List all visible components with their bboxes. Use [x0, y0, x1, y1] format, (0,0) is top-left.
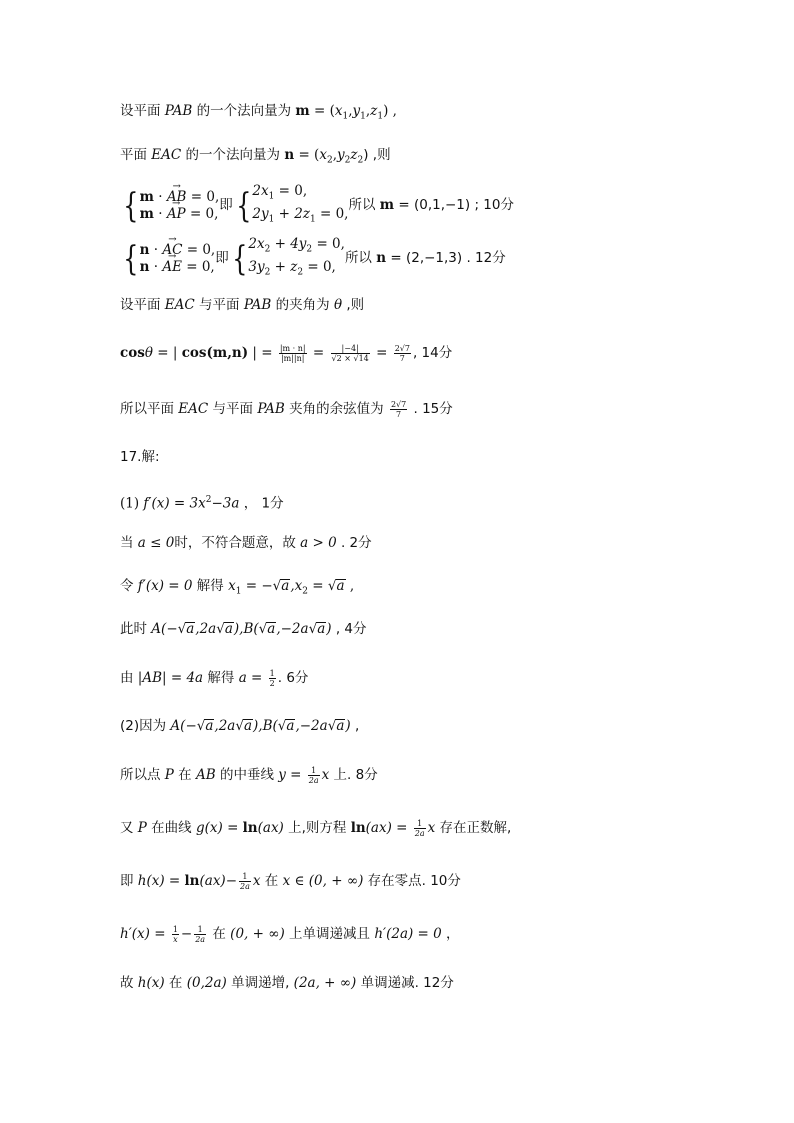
var: z: [370, 103, 378, 119]
result-text: = (2,−1,3) . 12分: [386, 250, 506, 267]
fraction: [194, 925, 206, 944]
expr: + z: [270, 258, 298, 275]
text: 所以点: [120, 767, 165, 783]
curve-equation-line: [120, 818, 511, 838]
text: = 0,: [312, 236, 345, 252]
text: 所以平面: [120, 401, 179, 417]
vector-n: n: [376, 250, 387, 267]
system-right: [252, 183, 348, 228]
expr: a ≤ 0: [137, 535, 175, 551]
radical-sign: √: [177, 621, 187, 637]
plane-name: PAB: [257, 401, 285, 417]
interval: (0, + ∞): [230, 926, 285, 942]
text: 故: [120, 975, 138, 991]
radicand: a: [336, 718, 345, 734]
ln: ln: [184, 873, 200, 889]
text: 存在正数解,: [435, 820, 512, 836]
fraction: [279, 344, 307, 363]
subscript: 1: [268, 214, 275, 225]
text: . 15分: [409, 401, 453, 417]
expr: x ∈ (0, + ∞): [282, 873, 364, 889]
text: 上单调递减且: [284, 926, 375, 942]
expr: 2x: [248, 236, 265, 252]
expr: a > 0: [300, 535, 337, 551]
numerator: 1: [269, 669, 275, 678]
theta: θ: [144, 345, 153, 361]
subscript: 2: [357, 155, 364, 166]
expr: f′(x) = 0: [137, 578, 193, 594]
text: 的夹角为: [271, 297, 334, 313]
text: = 0,: [315, 205, 349, 222]
fraction: [172, 925, 179, 944]
denominator: √2 × √14: [331, 354, 369, 363]
numerator: |m · n|: [279, 344, 306, 353]
denominator: 2: [269, 679, 275, 688]
text: 在: [260, 873, 283, 889]
denominator: 7: [399, 354, 405, 363]
subscript: 2: [326, 155, 333, 166]
var: y: [352, 103, 361, 119]
text: 解得: [192, 578, 229, 594]
plane-name: EAC: [178, 401, 209, 417]
text: 即: [219, 197, 233, 214]
expr: x: [252, 873, 261, 889]
expr: g(x) =: [195, 820, 243, 836]
text: =: [308, 345, 329, 361]
case-line: [120, 533, 372, 553]
derivative-line: [120, 490, 284, 514]
text: 时，不符合题意，故: [174, 535, 301, 551]
radical-sign: √: [308, 621, 318, 637]
expr: h′(2a) = 0: [374, 926, 442, 942]
expr: a =: [238, 670, 267, 686]
vector-m: m: [379, 197, 395, 214]
text: 即: [215, 250, 229, 267]
text: ,: [332, 147, 337, 163]
text: . 6分: [277, 670, 309, 686]
denominator: 7: [396, 410, 402, 419]
text: = 0,: [186, 188, 220, 205]
expr: h(x): [137, 975, 165, 991]
fraction: [269, 669, 276, 688]
expr: h(x) =: [137, 873, 185, 889]
expr: x: [427, 820, 436, 836]
subscript: 1: [360, 111, 366, 122]
text: 与平面: [194, 297, 244, 313]
denominator: x: [173, 935, 178, 944]
denominator: 2a: [414, 829, 425, 838]
text: =: [307, 578, 328, 594]
vector-m: m: [139, 205, 154, 222]
numerator: 1: [172, 925, 178, 934]
var: x: [319, 147, 327, 163]
numerator: 1: [308, 766, 320, 776]
numerator: 1: [239, 872, 251, 882]
text: 设平面: [120, 297, 165, 313]
radical-sign: √: [327, 578, 337, 594]
vector-ap: → AP: [167, 206, 186, 223]
expr: 2y: [252, 205, 269, 222]
left-brace: {: [123, 185, 139, 226]
monotonicity-line: [120, 973, 454, 993]
subscript: 2: [302, 586, 308, 597]
roots-line: [120, 576, 354, 602]
point-p: P: [164, 767, 174, 783]
text: 即: [120, 873, 138, 889]
expr: ),B(: [233, 621, 259, 637]
interval: (0,2a): [186, 975, 227, 991]
expr: y =: [278, 767, 306, 783]
radicand: a: [267, 621, 276, 637]
cos-mn: cos(m,n): [181, 345, 249, 361]
text: 在: [173, 767, 196, 783]
text: ,: [348, 103, 353, 119]
text: 当: [120, 535, 138, 551]
radical-sign: √: [196, 718, 206, 734]
text: = −: [241, 578, 273, 594]
text: = |: [152, 345, 182, 361]
text: 所以: [344, 250, 377, 267]
points-line: [120, 619, 367, 639]
text: 的中垂线: [215, 767, 279, 783]
text: = 0,: [303, 258, 336, 275]
dot: ·: [149, 241, 163, 258]
radicand: a: [286, 718, 295, 734]
text: −: [180, 926, 193, 942]
expr: ): [345, 718, 351, 734]
text: 上,则方程: [283, 820, 351, 836]
radicand: a: [186, 621, 195, 637]
text: 存在零点. 10分: [363, 873, 461, 889]
expr: ,2a: [214, 718, 236, 734]
plane-name: PAB: [164, 103, 193, 119]
angle-setup-line: [120, 295, 364, 315]
expr: ,−2a: [295, 718, 328, 734]
numerator: 1: [414, 819, 426, 829]
text: = (: [294, 147, 320, 163]
expr: A(−: [170, 718, 197, 734]
expr: ): [326, 621, 332, 637]
radicand: a: [224, 621, 233, 637]
vector-m: m: [295, 103, 310, 119]
left-brace: {: [231, 238, 248, 279]
radical-sign: √: [327, 718, 337, 734]
denominator: 2a: [308, 776, 319, 785]
fraction: [394, 344, 411, 363]
text: (2)因为: [120, 718, 171, 734]
text: ) ,: [383, 103, 397, 119]
text: ) ,则: [363, 147, 391, 163]
expr: ),B(: [253, 718, 278, 734]
subscript: 2: [297, 267, 304, 278]
cos: cos: [120, 345, 145, 361]
part2-points-line: [120, 716, 359, 736]
text: , 4分: [331, 621, 367, 637]
radical-sign: √: [258, 621, 268, 637]
plane-name: EAC: [164, 297, 195, 313]
radicand: a: [243, 718, 253, 734]
vector-ac: → AC: [162, 242, 182, 259]
theta: θ: [333, 297, 343, 313]
segment-ab: AB: [195, 767, 216, 783]
subscript: 1: [268, 191, 275, 202]
text: 解得: [203, 670, 239, 686]
fraction: [414, 819, 426, 838]
superscript: 2: [205, 495, 212, 505]
text: . 2分: [336, 535, 372, 551]
denominator: 2a: [195, 935, 206, 944]
expr: (ax): [257, 820, 284, 836]
text: 设平面: [120, 103, 165, 119]
text: 由: [120, 670, 138, 686]
expr: h′(x) =: [120, 926, 170, 942]
subscript: 2: [306, 244, 313, 255]
var: x: [334, 103, 343, 119]
system-n-line: [120, 236, 506, 281]
text: 在: [208, 926, 231, 942]
conclusion-line: [120, 399, 453, 419]
text: (1): [120, 495, 144, 512]
left-brace: {: [236, 185, 252, 226]
expr: + 4y: [270, 236, 307, 252]
plane-name: PAB: [243, 297, 272, 313]
text: = 0,: [182, 241, 216, 258]
subscript: 1: [377, 111, 384, 122]
text: ， 1分: [239, 495, 284, 512]
vector-ab: → AB: [167, 189, 187, 206]
text: 此时: [120, 621, 152, 637]
interval: (2a, + ∞): [293, 975, 357, 991]
text: 夹角的余弦值为: [284, 401, 388, 417]
text: 在曲线: [146, 820, 196, 836]
subscript: 2: [344, 155, 351, 166]
subscript: 1: [235, 586, 242, 597]
denominator: 2a: [240, 882, 250, 891]
text: 与平面: [208, 401, 258, 417]
problem-17-heading: 17.解:: [120, 449, 160, 465]
text: ，: [441, 926, 460, 942]
text: | =: [248, 345, 277, 361]
text: 所以: [348, 197, 380, 214]
vector-n: n: [284, 147, 295, 163]
text: 在: [164, 975, 187, 991]
subscript: 1: [342, 111, 349, 122]
subscript: 2: [264, 267, 271, 278]
fraction: [331, 344, 370, 363]
dot: ·: [149, 258, 163, 275]
expr: A(−: [151, 621, 178, 637]
left-brace: {: [123, 238, 139, 279]
bisector-line: [120, 765, 378, 785]
expr: f′(x) = 3x: [143, 495, 206, 512]
radical-sign: √: [277, 718, 287, 734]
radicand: a: [205, 718, 214, 734]
text: =: [371, 345, 392, 361]
plane-name: EAC: [151, 147, 182, 163]
system-left: [140, 189, 220, 223]
expr: −3a: [211, 495, 240, 512]
radical-sign: √: [272, 578, 282, 594]
text: 令: [120, 578, 138, 594]
text: 的一个法向量为: [181, 147, 285, 163]
dot: ·: [153, 205, 167, 222]
system-left: [140, 242, 216, 276]
numerator: |−4|: [331, 344, 370, 354]
vector-ae: → AE: [162, 259, 182, 276]
text: = 0,: [274, 183, 308, 199]
text: 单调递减. 12分: [356, 975, 454, 991]
subscript: 2: [264, 244, 271, 255]
normal-vector-n-line: [120, 145, 391, 171]
expr: 3y: [248, 258, 265, 275]
expr: x: [228, 578, 236, 594]
numerator: 1: [194, 925, 206, 935]
subscript: 1: [309, 214, 316, 225]
expr: 2x: [252, 183, 269, 199]
var: y: [336, 147, 345, 163]
text: = 0,: [185, 205, 219, 222]
radicand: a: [336, 578, 345, 594]
text: , 14分: [412, 345, 453, 361]
point-p: P: [137, 820, 147, 836]
expr: ,x: [290, 578, 303, 594]
text: ,: [350, 718, 360, 734]
radical-sign: √: [235, 718, 244, 734]
text: 的一个法向量为: [192, 103, 296, 119]
fraction: [390, 400, 407, 419]
solve-a-line: [120, 668, 308, 688]
var: z: [350, 147, 358, 163]
numerator: 2√7: [390, 400, 407, 409]
text: ,则: [342, 297, 365, 313]
text: = 0,: [181, 258, 215, 275]
expr: (ax) =: [365, 820, 412, 836]
normal-vector-m-line: [120, 101, 397, 127]
expr: |AB| = 4a: [137, 670, 204, 686]
vector-m: m: [139, 188, 154, 205]
radical-sign: √: [216, 621, 225, 637]
denominator: |m||n|: [280, 354, 305, 363]
text: 单调递增,: [226, 975, 294, 991]
text: = (: [309, 103, 335, 119]
dot: ·: [153, 188, 167, 205]
expr: x: [321, 767, 330, 783]
radicand: a: [317, 621, 326, 637]
numerator: 2√7: [394, 344, 410, 353]
h-function-line: [120, 871, 461, 891]
expr: ,2a: [195, 621, 217, 637]
vector-n: n: [139, 241, 150, 258]
text: ,: [345, 578, 355, 594]
expr: + 2z: [274, 205, 310, 222]
text: 又: [120, 820, 138, 836]
cos-formula-line: [120, 343, 452, 363]
result-text: = (0,1,−1) ; 10分: [394, 197, 514, 214]
expr: (ax)−: [199, 873, 238, 889]
fraction: [239, 872, 251, 891]
fraction: [308, 766, 320, 785]
system-m-line: [120, 183, 514, 228]
vector-n: n: [139, 258, 150, 275]
text: 上. 8分: [329, 767, 378, 783]
text: 平面: [120, 147, 152, 163]
text: ,: [365, 103, 371, 119]
ln: ln: [242, 820, 258, 836]
h-derivative-line: [120, 924, 460, 944]
ln: ln: [350, 820, 366, 836]
system-right: [248, 236, 345, 281]
radicand: a: [281, 578, 290, 594]
expr: ,−2a: [276, 621, 309, 637]
